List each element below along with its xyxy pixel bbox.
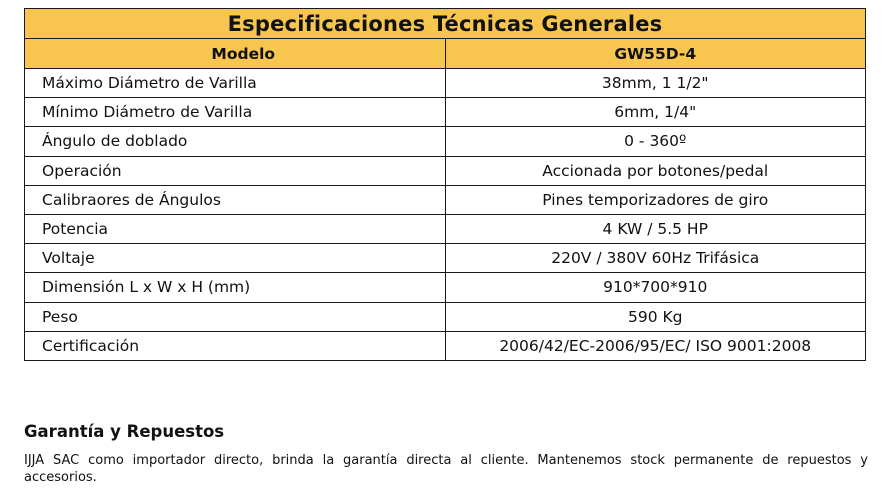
table-row xyxy=(25,156,866,185)
spec-label: Dimensión L x W x H (mm) xyxy=(25,273,446,302)
spec-label: Operación xyxy=(25,156,446,185)
spec-value: Accionada por botones/pedal xyxy=(445,156,866,185)
table-row xyxy=(25,127,866,156)
spec-value: 590 Kg xyxy=(445,302,866,331)
table-row xyxy=(25,331,866,360)
model-header-label: Modelo xyxy=(25,39,446,69)
table-row xyxy=(25,273,866,302)
spec-label: Potencia xyxy=(25,214,446,243)
table-row xyxy=(25,69,866,98)
table-row xyxy=(25,98,866,127)
spec-value: 6mm, 1/4" xyxy=(445,98,866,127)
spec-value: Pines temporizadores de giro xyxy=(445,185,866,214)
spec-label: Ángulo de doblado xyxy=(25,127,446,156)
spec-label: Máximo Diámetro de Varilla xyxy=(25,69,446,98)
table-row xyxy=(25,214,866,243)
spec-label: Peso xyxy=(25,302,446,331)
specifications-table xyxy=(24,8,866,361)
spec-label: Mínimo Diámetro de Varilla xyxy=(25,98,446,127)
table-title-row xyxy=(25,9,866,39)
spec-label: Calibraores de Ángulos xyxy=(25,185,446,214)
warranty-paragraph: IJJA SAC como importador directo, brinda la garantía directa al cliente. Mantenemos stock permanente de repuestos y accesorios. xyxy=(24,453,868,485)
warranty-heading: Garantía y Repuestos xyxy=(24,422,225,441)
spec-value: 0 - 360º xyxy=(445,127,866,156)
table-title: Especificaciones Técnicas Generales xyxy=(25,9,866,39)
table-row xyxy=(25,302,866,331)
spec-label: Voltaje xyxy=(25,244,446,273)
table-header-row xyxy=(25,39,866,69)
spec-value: 910*700*910 xyxy=(445,273,866,302)
table-row xyxy=(25,185,866,214)
spec-value: 2006/42/EC-2006/95/EC/ ISO 9001:2008 xyxy=(445,331,866,360)
spec-label: Certificación xyxy=(25,331,446,360)
spec-value: 38mm, 1 1/2" xyxy=(445,69,866,98)
spec-value: 220V / 380V 60Hz Trifásica xyxy=(445,244,866,273)
model-header-value: GW55D-4 xyxy=(445,39,866,69)
table-row xyxy=(25,244,866,273)
spec-value: 4 KW / 5.5 HP xyxy=(445,214,866,243)
